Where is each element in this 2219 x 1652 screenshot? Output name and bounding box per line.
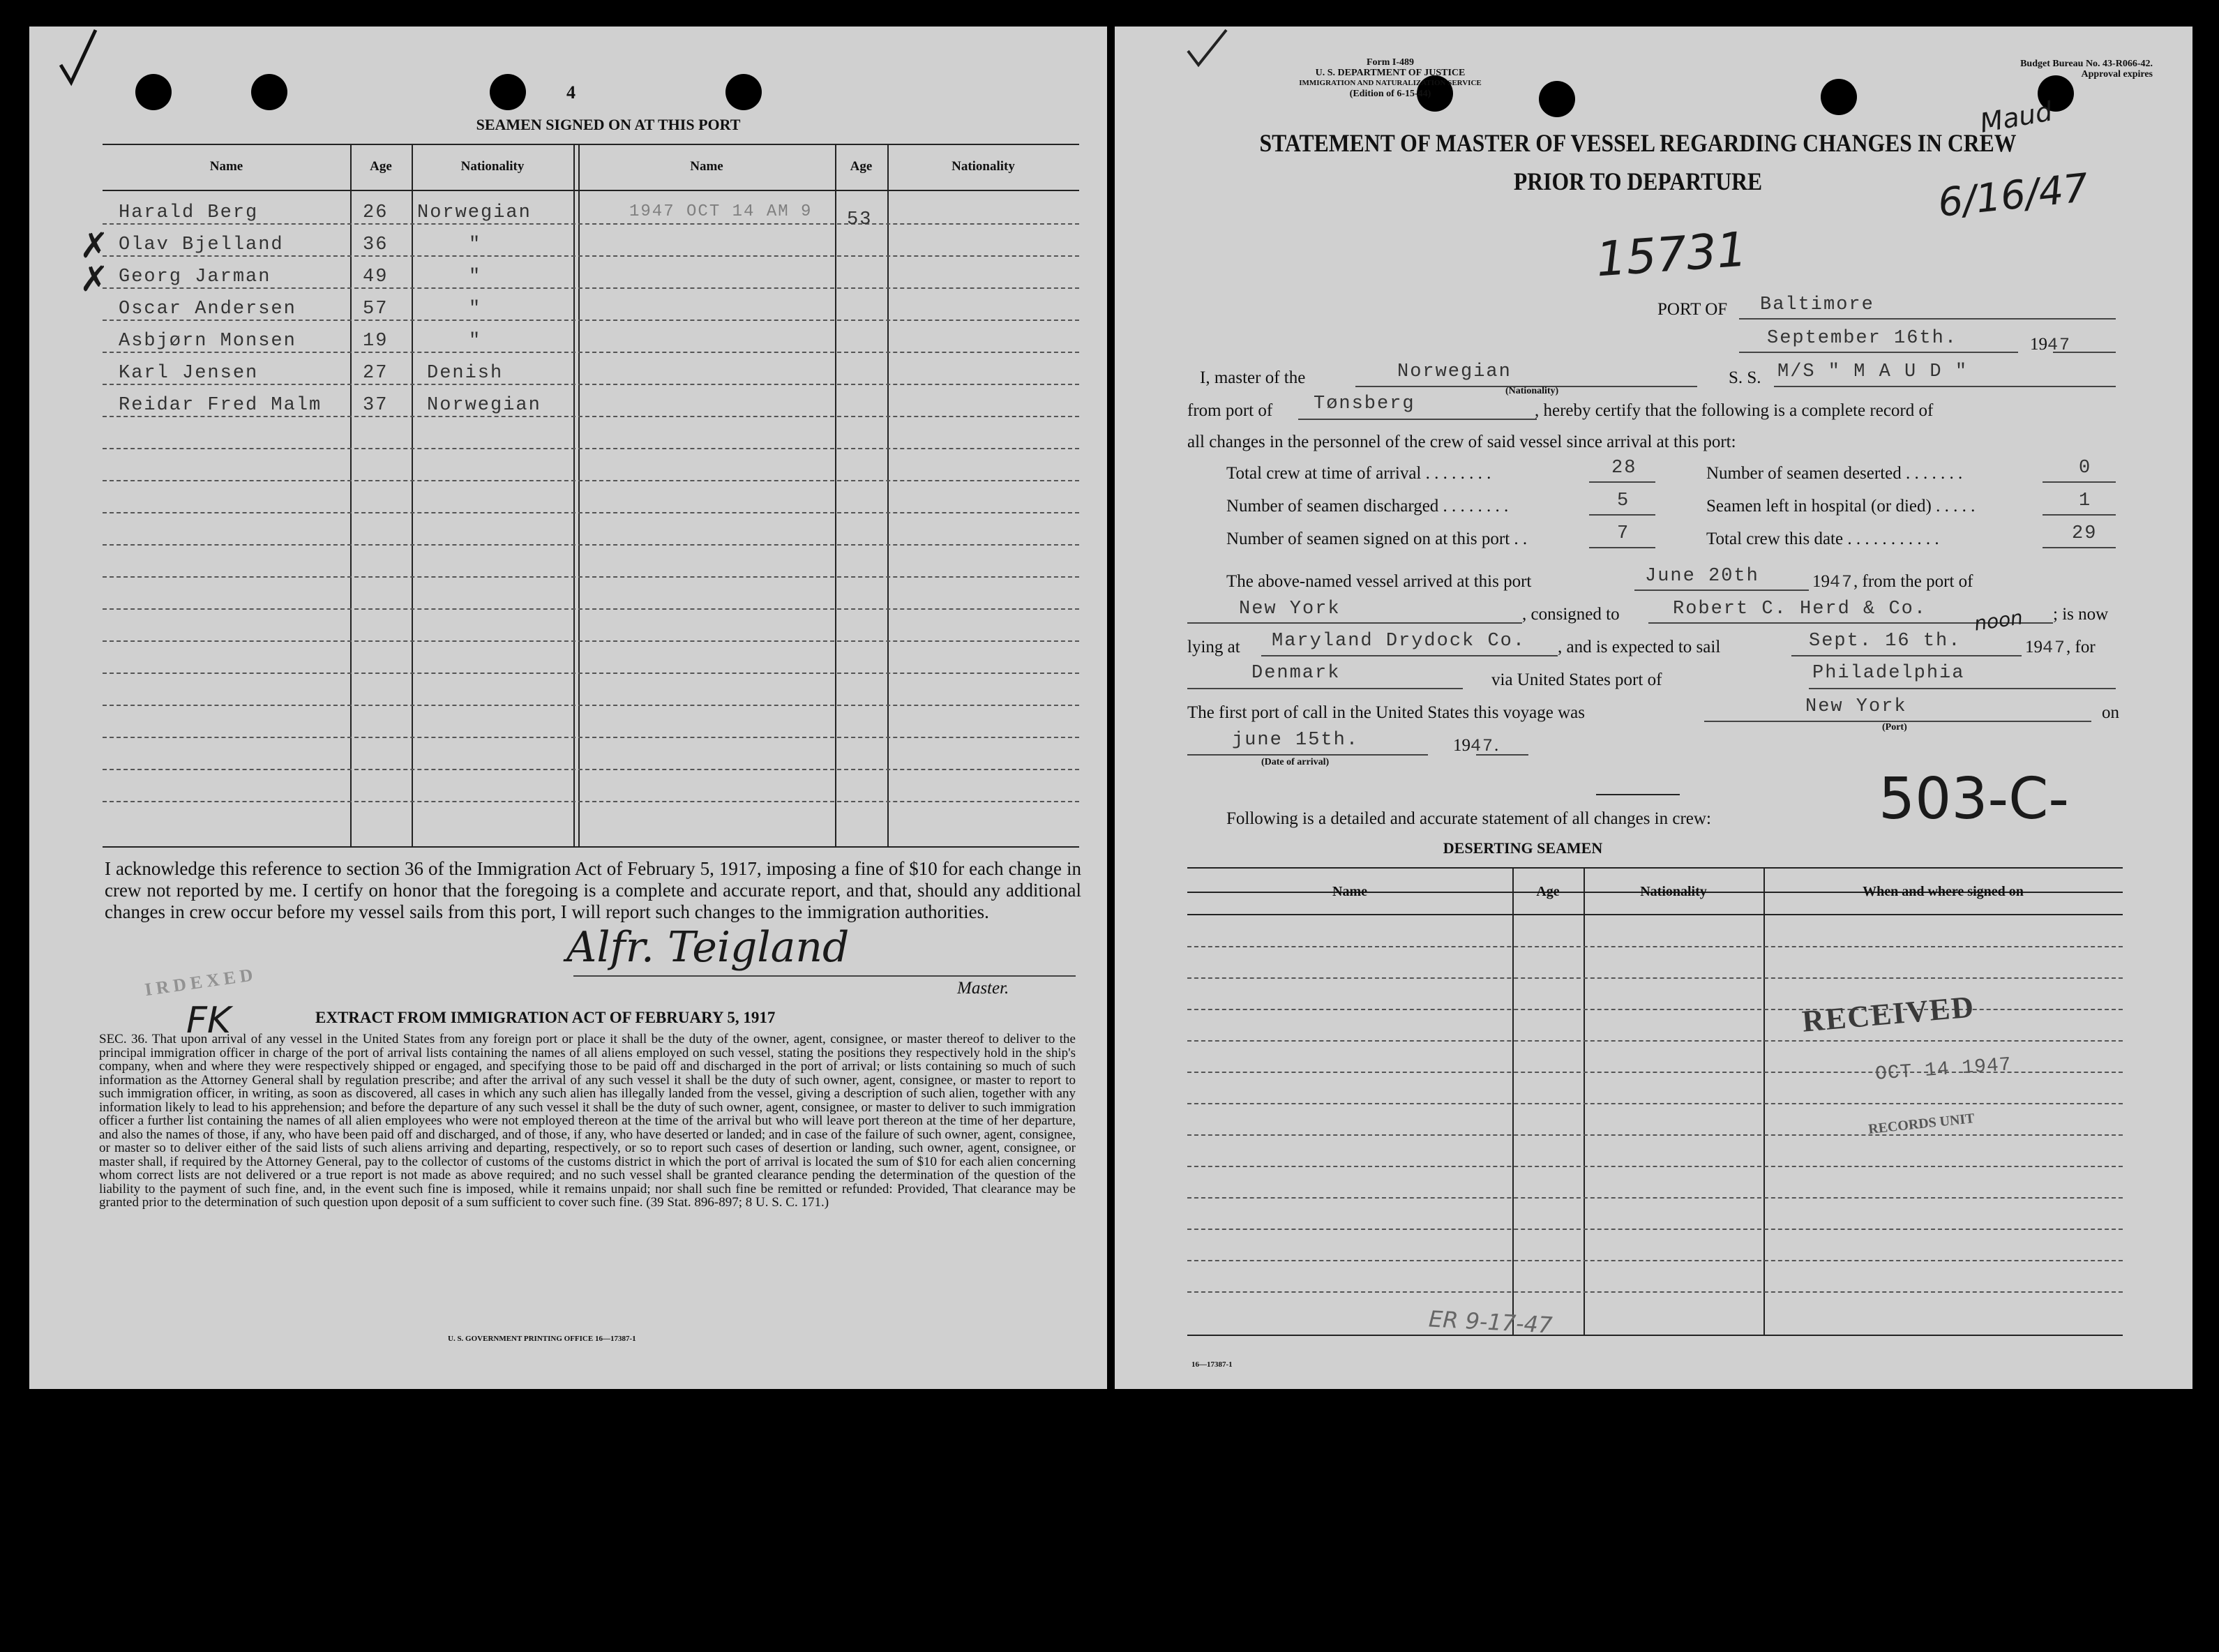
deserting-col-name: Name (1332, 884, 1367, 899)
arrived-label: The above-named vessel arrived at this port (1226, 572, 1532, 591)
received-date-stamp: OCT 14 1947 (1874, 1054, 2013, 1086)
row-age: 49 (363, 266, 389, 287)
title-line-1: STATEMENT OF MASTER OF VESSEL REGARDING CHANGES IN CREW (1259, 129, 2017, 157)
destination-value: Denmark (1251, 663, 1341, 684)
ship-name-value: M/S " M A U D " (1777, 361, 1969, 382)
port-caption: (Port) (1882, 722, 1907, 733)
from-port-of-label: , from the port of (1853, 572, 1973, 591)
checkmark-icon (1184, 27, 1233, 68)
right-footer: 16—17387-1 (1191, 1360, 1233, 1369)
row-age: 26 (363, 202, 389, 223)
punch-hole (251, 74, 287, 110)
received-stamp: RECEIVED (1800, 989, 1976, 1039)
hospital-label: Seamen left in hospital (or died) . . . . . (1706, 497, 1976, 516)
row-age: 57 (363, 299, 389, 320)
nationality-caption: (Nationality) (1505, 386, 1559, 396)
department-name: U. S. DEPARTMENT OF JUSTICE (1315, 68, 1466, 78)
date-value: September 16th. (1767, 328, 1958, 349)
time-stamp: 1947 OCT 14 AM 9 (629, 202, 813, 221)
col-header-name: Name (209, 159, 243, 174)
sail-year (2025, 638, 2096, 658)
row-name: Olav Bjelland (119, 234, 284, 255)
records-unit-stamp: RECORDS UNIT (1867, 1111, 1976, 1137)
left-footer: U. S. GOVERNMENT PRINTING OFFICE 16—17387-1 (448, 1335, 636, 1343)
sail-year-prefix: 19 (2025, 638, 2043, 656)
approval-label: Approval expires (2081, 69, 2153, 80)
handwritten-code: 503-C- (1879, 766, 2069, 832)
total-date-value: 29 (2072, 523, 2098, 544)
via-label: via United States port of (1491, 670, 1662, 689)
master-of-label: I, master of the (1200, 368, 1306, 387)
col-header-name-2: Name (690, 159, 723, 174)
handwritten-file-number: 15731 (1594, 222, 1749, 288)
col-header-nationality: Nationality (460, 159, 525, 174)
year-prefix-text: 19 (2030, 335, 2047, 354)
all-changes-text: all changes in the personnel of the crew of said vessel since arrival at this port: (1187, 433, 1736, 451)
extract-title: EXTRACT FROM IMMIGRATION ACT OF FEBRUARY 5, 1917 (315, 1009, 776, 1026)
form-number: Form I-489 (1366, 57, 1415, 68)
deserting-col-age: Age (1536, 884, 1560, 899)
row-nationality: " (469, 331, 482, 352)
from-port-value: Tønsberg (1314, 393, 1415, 414)
total-date-label: Total crew this date . . . . . . . . . . . (1706, 530, 1939, 548)
first-year: 1947. (1453, 736, 1499, 756)
for-label: , for (2066, 638, 2096, 656)
discharged-label: Number of seamen discharged . . . . . . . . (1226, 497, 1509, 516)
hospital-value: 1 (2079, 490, 2092, 511)
arrived-value: June 20th (1645, 566, 1759, 587)
service-name: IMMIGRATION AND NATURALIZATION SERVICE (1299, 79, 1482, 87)
row-name: Reidar Fred Malm (119, 395, 322, 416)
master-label: Master. (957, 979, 1009, 998)
discharged-value: 5 (1617, 490, 1630, 511)
title-line-2: PRIOR TO DEPARTURE (1513, 167, 1763, 195)
ss-label: S. S. (1729, 368, 1761, 387)
indexed-stamp: IRDEXED (143, 963, 259, 1000)
total-arrival-value: 28 (1611, 458, 1637, 479)
sail-year-value: 47 (2043, 638, 2067, 658)
row-nationality: Denish (427, 363, 504, 384)
handwritten-date: 6/16/47 (1936, 165, 2091, 227)
punch-hole (135, 74, 172, 110)
edition-label: (Edition of 6-15-44) (1349, 89, 1431, 99)
extract-text: SEC. 36. That upon arrival of any vessel in the United States from any foreign port or place it shall be the duty of the owner, agent, consignee, or master thereof to deliver to the principal immigration officer in charge of the port of arrival lists containing the names of all aliens employed on such vessel, stating the positions they respectively hold in the ship's company, when and where they were respectively shipped or engaged, and specifying those to be paid off and discharged in the port of arrival; or lists containing so much of such information as the Attorney General shall by regulation prescribe; and after the arrival of any such vessel it shall be the duty of such owner, agent, consignee, or master to report to such immigration officer, in writing, as soon as discovered, all cases in which any such alien has illegally landed from the vessel, giving a description of such alien, together with any information likely to lead to his apprehension; and before the departure of any such vessel it shall be the duty of such owner, agent, consignee, or master to deliver to such immigration officer a further list containing the names of all alien employees who were not employed thereon at the time of the arrival but who will leave port thereon at the time of her departure, and also the names of those, if any, who have been paid off and discharged, and of those, if any, who have deserted or landed; and in case of the failure of such owner, agent, consignee, or master so to deliver either of the said lists of such aliens arriving and departing, respectively, or so to report such cases of desertion or landing, such owner, agent, consignee, or master shall, if required by the Attorney General, pay to the collector of customs of the customs district in which the port of arrival is located the sum of $10 for each alien concerning whom correct lists are not delivered or a true report is not made as above required; and no such vessel shall be granted clearance pending the determination of the question of the liability to the payment of such fine, and, in the event such fine is imposed, while it remains unpaid; nor shall such fine be remitted or refunded: Provided, That clearance may be granted prior to the determination of such question upon deposit of a sum sufficient to cover such fine. (39 Stat. 896-897; 8 U. S. C. 171.) (99, 1032, 1076, 1210)
row-nationality: Norwegian (427, 395, 541, 416)
col-header-age-2: Age (850, 159, 873, 174)
checkmark-icon (57, 27, 99, 89)
row-age: 36 (363, 234, 389, 255)
arrived-year-value: 47 (1830, 572, 1854, 592)
nationality-value: Norwegian (1397, 361, 1512, 382)
x-mark-icon: ✗ (80, 259, 109, 299)
left-page (29, 27, 1107, 1389)
row-nationality: " (469, 299, 482, 320)
row-name: Asbjørn Monsen (119, 331, 296, 352)
port-of-value: Baltimore (1760, 294, 1874, 315)
first-port-value: New York (1805, 696, 1907, 717)
row-name: Karl Jensen (119, 363, 259, 384)
sail-label: , and is expected to sail (1558, 638, 1721, 656)
form-header (1279, 57, 1502, 99)
initials-handwritten: FK (186, 1000, 232, 1042)
date-arrival-caption: (Date of arrival) (1261, 757, 1330, 767)
acknowledgement-text: I acknowledge this reference to section 36 of the Immigration Act of February 5, 1917, imposing a fine of $10 for each change in crew not reported by me. I certify on honor that the foregoing is a complete and accurate report, and that, should any additional changes in crew occur before my vessel sails from this port, I will report such changes to the immigration authorities. (105, 858, 1081, 922)
punch-hole (725, 74, 762, 110)
sail-value: Sept. 16 th. (1809, 631, 1962, 652)
row-name: Harald Berg (119, 202, 259, 223)
punch-hole (490, 74, 526, 110)
signed-on-label: Number of seamen signed on at this port . . (1226, 530, 1528, 548)
master-signature: Alfr. Teigland (566, 923, 850, 972)
from-port-of-value: New York (1239, 599, 1341, 620)
page-number: 4 (566, 82, 576, 103)
is-now-label: ; is now (2053, 605, 2109, 624)
second-age-value: 53 (847, 209, 873, 230)
lying-at-label: lying at (1187, 638, 1240, 656)
year-value: 47 (2047, 335, 2072, 355)
consigned-value: Robert C. Herd & Co. (1673, 599, 1927, 620)
budget-number: Budget Bureau No. 43-R066-42. (2020, 59, 2153, 69)
handwritten-bottom-note: ER 9-17-47 (1428, 1305, 1554, 1339)
certify-text: , hereby certify that the following is a complete record of (1535, 401, 1934, 420)
from-port-label: from port of (1187, 401, 1273, 420)
punch-hole (1821, 79, 1857, 115)
via-value: Philadelphia (1812, 663, 1965, 684)
arrived-year (1812, 572, 1973, 592)
deserting-col-signed-on: When and where signed on (1863, 884, 2024, 899)
deserted-value: 0 (2079, 458, 2092, 479)
row-nationality: " (469, 266, 482, 287)
sail-note-handwritten: noon (1973, 606, 2024, 636)
consigned-label: , consigned to (1522, 605, 1620, 624)
row-age: 19 (363, 331, 389, 352)
budget-block (1930, 59, 2153, 80)
row-nationality: " (469, 234, 482, 255)
lying-at-value: Maryland Drydock Co. (1272, 631, 1526, 652)
row-nationality: Norwegian (417, 202, 532, 223)
following-text: Following is a detailed and accurate statement of all changes in crew: (1226, 809, 1711, 828)
total-arrival-label: Total crew at time of arrival . . . . . . . . (1226, 464, 1491, 483)
port-of-label: PORT OF (1657, 300, 1728, 319)
arrived-year-prefix: 19 (1812, 572, 1830, 591)
seamen-signed-heading: SEAMEN SIGNED ON AT THIS PORT (476, 116, 741, 133)
row-name: Oscar Andersen (119, 299, 296, 320)
ship-name-handwritten: Maud (1977, 96, 2055, 139)
right-page (1115, 27, 2192, 1389)
signed-on-value: 7 (1617, 523, 1630, 544)
col-header-nationality-2: Nationality (951, 159, 1015, 174)
x-mark-icon: ✗ (80, 225, 109, 266)
first-year-prefix: 19 (1453, 736, 1470, 755)
on-label: on (2102, 703, 2119, 722)
punch-hole (1539, 81, 1575, 117)
deserting-heading: DESERTING SEAMEN (1443, 839, 1603, 857)
first-date-value: june 15th. (1232, 730, 1360, 751)
row-age: 37 (363, 395, 389, 416)
row-age: 27 (363, 363, 389, 384)
deserted-label: Number of seamen deserted . . . . . . . (1706, 464, 1963, 483)
col-header-age: Age (370, 159, 392, 174)
first-year-value: 47 (1470, 736, 1495, 756)
first-port-label: The first port of call in the United States this voyage was (1187, 703, 1586, 722)
deserting-col-nationality: Nationality (1640, 884, 1707, 899)
row-name: Georg Jarman (119, 266, 271, 287)
